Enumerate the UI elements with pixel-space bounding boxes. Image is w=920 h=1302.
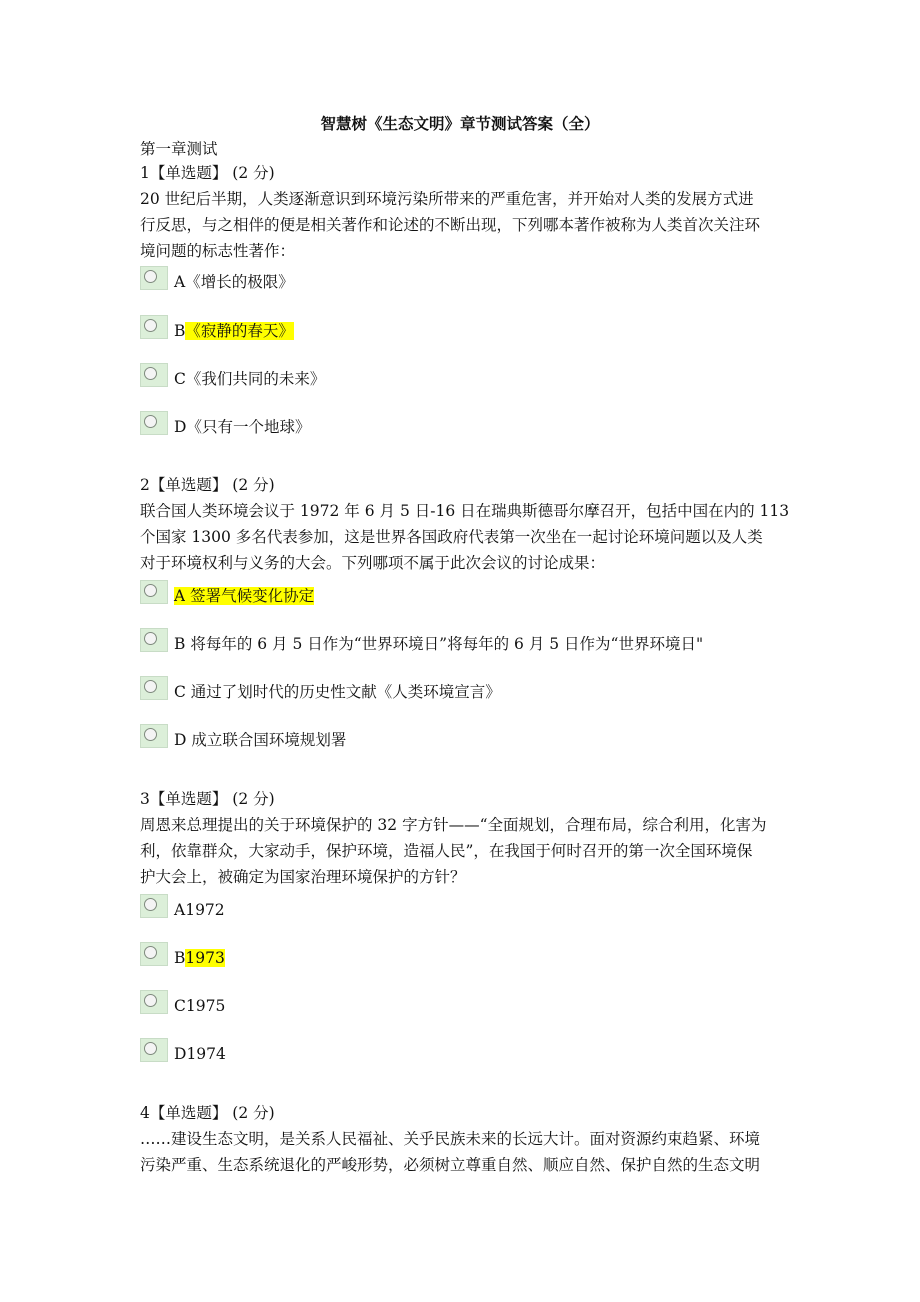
q1-option-c[interactable] (140, 363, 790, 393)
q3-option-b[interactable] (140, 942, 790, 972)
radio-button-icon[interactable] (140, 990, 168, 1014)
option-letter: A (174, 901, 186, 919)
question-header: 1【单选题】 (2 分) (140, 164, 275, 182)
option-letter-highlighted: A (174, 587, 186, 605)
radio-button-icon[interactable] (140, 266, 168, 290)
q3-option-a[interactable] (140, 894, 790, 924)
question-1 (140, 160, 790, 264)
option-text: 将每年的 6 月 5 日作为“世界环境日”将每年的 6 月 5 日作为“世界环境日" (185, 635, 704, 653)
option-text: 1974 (186, 1045, 226, 1063)
q2-option-b[interactable] (140, 628, 790, 658)
q3-option-d[interactable] (140, 1038, 790, 1068)
radio-button-icon[interactable] (140, 724, 168, 748)
option-letter: D (174, 418, 187, 436)
question-header: 4【单选题】 (2 分) (140, 1104, 275, 1122)
question-text-line: ……建设生态文明，是关系人民福祉、关乎民族未来的长远大计。面对资源约束趋紧、环境 (140, 1130, 761, 1148)
option-letter: C (174, 683, 186, 701)
option-text-highlighted: 《寂静的春天》 (185, 322, 294, 340)
question-text-line: 利，依靠群众，大家动手，保护环境，造福人民”，在我国于何时召开的第一次全国环境保 (140, 842, 753, 860)
question-header: 3【单选题】 (2 分) (140, 790, 275, 808)
question-3 (140, 786, 790, 890)
q2-option-a[interactable] (140, 580, 790, 610)
q1-option-a[interactable] (140, 266, 790, 296)
question-text-line: 护大会上，被确定为国家治理环境保护的方针？ (140, 868, 466, 886)
radio-button-icon[interactable] (140, 315, 168, 339)
question-4 (140, 1100, 790, 1178)
question-text-line: 周恩来总理提出的关于环境保护的 32 字方针——“全面规划，合理布局，综合利用，化害为 (140, 816, 767, 834)
radio-button-icon[interactable] (140, 580, 168, 604)
radio-button-icon[interactable] (140, 363, 168, 387)
option-text: 1972 (185, 901, 225, 919)
question-text-line: 联合国人类环境会议于 1972 年 6 月 5 日-16 日在瑞典斯德哥尔摩召开，包括中国在内的 113 (140, 502, 790, 520)
question-text-line: 个国家 1300 多名代表参加，这是世界各国政府代表第一次坐在一起讨论环境问题以及人类 (140, 528, 763, 546)
question-2 (140, 472, 790, 576)
q2-option-c[interactable] (140, 676, 790, 706)
chapter-heading: 第一章测试 (140, 140, 218, 158)
q2-option-d[interactable] (140, 724, 790, 754)
option-letter: B (174, 949, 186, 967)
q1-option-d[interactable] (140, 411, 790, 441)
option-letter: C (174, 997, 186, 1015)
option-text: 成立联合国环境规划署 (186, 731, 347, 749)
radio-button-icon[interactable] (140, 628, 168, 652)
q1-option-b[interactable] (140, 315, 790, 345)
option-text-highlighted: 1973 (185, 949, 225, 967)
question-text-line: 行反思，与之相伴的便是相关著作和论述的不断出现，下列哪本著作被称为人类首次关注环 (140, 216, 761, 234)
option-text: 《只有一个地球》 (186, 418, 311, 436)
option-text: 1975 (185, 997, 226, 1015)
question-text-line: 20 世纪后半期，人类逐渐意识到环境污染所带来的严重危害，并开始对人类的发展方式进 (140, 190, 754, 208)
radio-button-icon[interactable] (140, 1038, 168, 1062)
q3-option-c[interactable] (140, 990, 790, 1020)
option-text: 《我们共同的未来》 (185, 370, 326, 388)
option-letter: B (174, 322, 186, 340)
document-title: 智慧树《生态文明》章节测试答案（全） (320, 115, 600, 133)
option-text: 通过了划时代的历史性文献《人类环境宣言》 (185, 683, 501, 701)
question-text-line: 污染严重、生态系统退化的严峻形势，必须树立尊重自然、顺应自然、保护自然的生态文明 (140, 1156, 761, 1174)
radio-button-icon[interactable] (140, 676, 168, 700)
option-letter: A (174, 273, 186, 291)
option-letter: B (174, 635, 186, 653)
chapter-heading-block (140, 136, 790, 162)
radio-button-icon[interactable] (140, 894, 168, 918)
question-header: 2【单选题】 (2 分) (140, 476, 275, 494)
question-text-line: 对于环境权利与义务的大会。下列哪项不属于此次会议的讨论成果： (140, 554, 606, 572)
option-letter: D (174, 731, 187, 749)
question-text-line: 境问题的标志性著作： (140, 242, 296, 260)
radio-button-icon[interactable] (140, 411, 168, 435)
option-letter: D (174, 1045, 187, 1063)
option-text-highlighted: 签署气候变化协定 (185, 587, 315, 605)
option-text: 《增长的极限》 (185, 273, 294, 291)
radio-button-icon[interactable] (140, 942, 168, 966)
option-letter: C (174, 370, 186, 388)
